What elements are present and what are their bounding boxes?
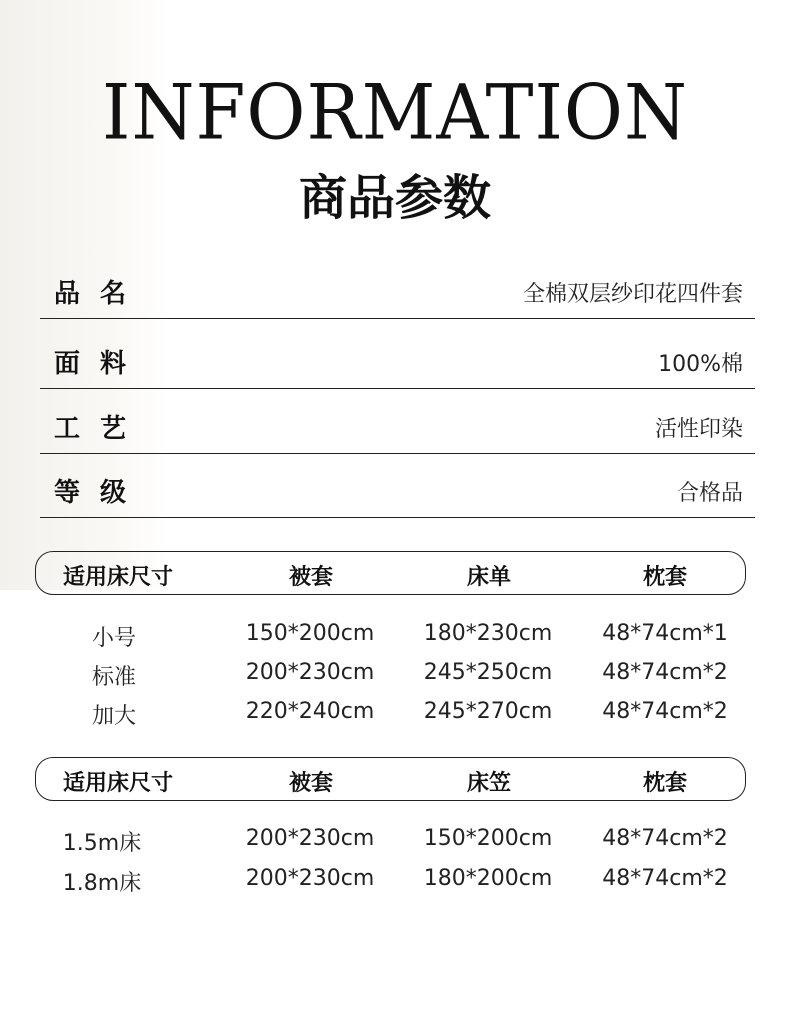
table-cell: 200*230cm	[245, 660, 375, 685]
table-header-cell: 适用床尺寸	[62, 771, 173, 796]
spec-label: 等级	[54, 478, 147, 508]
table-row	[35, 699, 785, 729]
table-cell: 48*74cm*1	[602, 621, 728, 646]
spec-value: 100%棉	[658, 352, 743, 377]
spec-row-process	[40, 391, 755, 454]
table-cell: 加大	[91, 704, 136, 729]
table-cell: 220*240cm	[245, 699, 375, 724]
table-cell: 1.5m床	[62, 831, 142, 856]
spec-row-name	[40, 256, 755, 319]
page-subtitle: 商品参数	[298, 170, 491, 226]
page-title: INFORMATION	[102, 67, 688, 157]
spec-value: 活性印染	[654, 417, 743, 442]
table-cell: 200*230cm	[245, 866, 375, 891]
spec-label: 工艺	[54, 414, 147, 444]
table-cell: 150*200cm	[423, 826, 553, 851]
table-cell: 200*230cm	[245, 826, 375, 851]
table-header-cell: 床单	[466, 565, 511, 590]
spec-label: 面料	[54, 349, 147, 379]
spec-row-fabric	[40, 326, 755, 389]
table-header-cell: 枕套	[642, 771, 687, 796]
table-header-cell: 被套	[288, 771, 333, 796]
table-cell: 48*74cm*2	[602, 866, 728, 891]
table-row	[35, 660, 785, 690]
table-cell: 48*74cm*2	[602, 826, 728, 851]
table-cell: 150*200cm	[245, 621, 375, 646]
table-cell: 48*74cm*2	[602, 660, 728, 685]
spec-row-grade	[40, 455, 755, 518]
table-cell: 180*200cm	[423, 866, 553, 891]
spec-label: 品名	[54, 279, 147, 309]
table-cell: 180*230cm	[423, 621, 553, 646]
table-cell: 245*250cm	[423, 660, 553, 685]
table-cell: 标准	[91, 665, 136, 690]
fitted-table-header	[35, 757, 746, 801]
table-cell: 48*74cm*2	[602, 699, 728, 724]
table-row	[35, 621, 785, 651]
table-cell: 小号	[91, 626, 136, 651]
table-cell: 1.8m床	[62, 871, 142, 896]
spec-value: 合格品	[676, 481, 743, 506]
table-header-cell: 适用床尺寸	[62, 565, 173, 590]
table-header-cell: 床笠	[466, 771, 511, 796]
spec-value: 全棉双层纱印花四件套	[522, 282, 743, 307]
table-row	[35, 826, 785, 856]
table-row	[35, 866, 785, 896]
table-header-cell: 被套	[288, 565, 333, 590]
table-header-cell: 枕套	[642, 565, 687, 590]
size-table-header	[35, 551, 746, 595]
table-cell: 245*270cm	[423, 699, 553, 724]
